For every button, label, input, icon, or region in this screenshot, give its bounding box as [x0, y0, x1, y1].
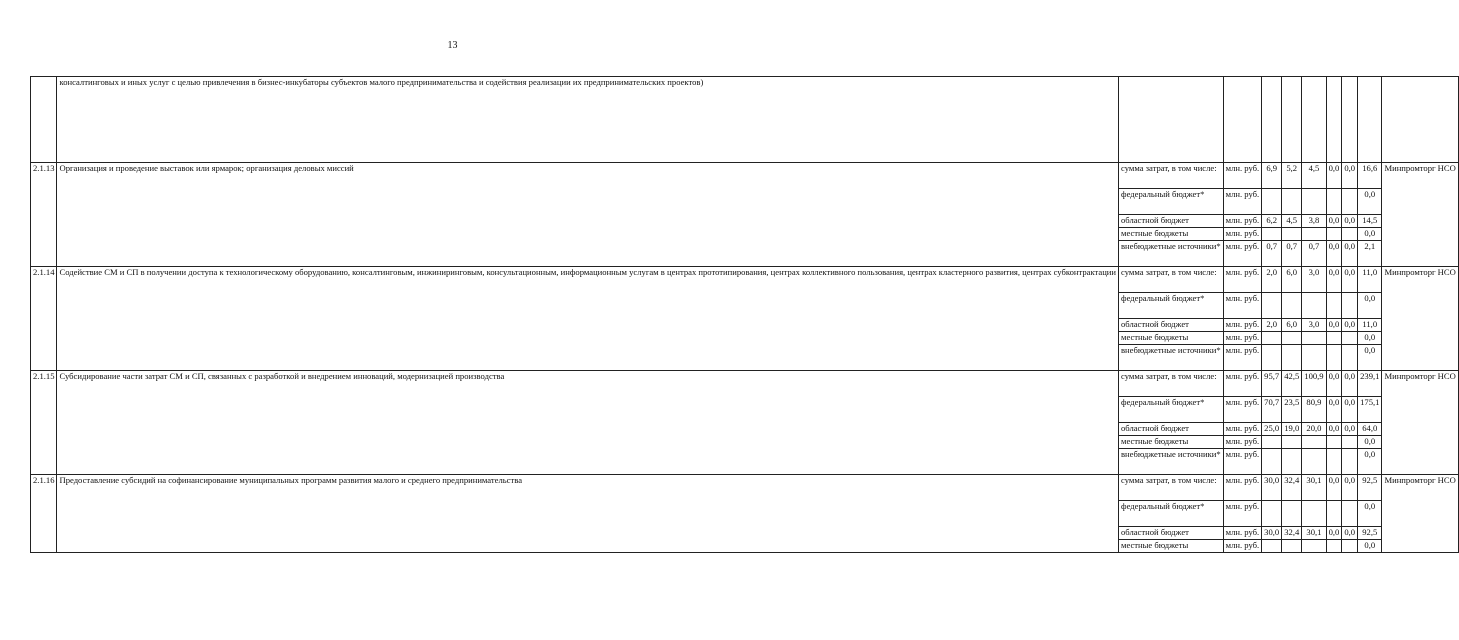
total-cell: 92,5 [1358, 475, 1382, 501]
value-cell: 4,5 [1282, 215, 1302, 228]
value-cell: 0,0 [1342, 215, 1358, 228]
value-cell [1342, 189, 1358, 215]
value-cell: 6,0 [1282, 267, 1302, 293]
funding-source: сумма затрат, в том числе: [1119, 371, 1224, 397]
table-row [31, 371, 1459, 397]
value-cell [1262, 436, 1282, 449]
value-cell: 0,7 [1262, 241, 1282, 267]
value-cell [1262, 501, 1282, 527]
value-cell: 0,0 [1326, 215, 1342, 228]
unit-cell: млн. руб. [1223, 397, 1262, 423]
value-cell [1342, 449, 1358, 475]
total-cell: 0,0 [1358, 332, 1382, 345]
value-cell [1302, 436, 1326, 449]
funding-source: сумма затрат, в том числе: [1119, 267, 1224, 293]
funding-source: сумма затрат, в том числе: [1119, 475, 1224, 501]
unit-cell: млн. руб. [1223, 540, 1262, 553]
value-cell [1326, 540, 1342, 553]
activity-number: 2.1.13 [31, 163, 57, 267]
value-cell [1326, 293, 1342, 319]
value-cell [1302, 189, 1326, 215]
value-cell: 30,1 [1302, 475, 1326, 501]
funding-source: местные бюджеты [1119, 436, 1224, 449]
value-cell: 6,2 [1262, 215, 1282, 228]
value-cell [1262, 540, 1282, 553]
value-cell [1282, 540, 1302, 553]
value-cell: 0,0 [1342, 163, 1358, 189]
value-cell: 3,8 [1302, 215, 1326, 228]
value-cell [1282, 228, 1302, 241]
total-cell: 11,0 [1358, 267, 1382, 293]
value-cell: 0,0 [1342, 267, 1358, 293]
total-cell: 14,5 [1358, 215, 1382, 228]
total-cell: 92,5 [1358, 527, 1382, 540]
value-cell: 5,2 [1282, 163, 1302, 189]
unit-cell: млн. руб. [1223, 501, 1262, 527]
activity-number: 2.1.16 [31, 475, 57, 553]
value-cell: 23,5 [1282, 397, 1302, 423]
unit-cell: млн. руб. [1223, 228, 1262, 241]
unit-cell: млн. руб. [1223, 332, 1262, 345]
value-cell [1282, 345, 1302, 371]
funding-source: местные бюджеты [1119, 332, 1224, 345]
funding-source: сумма затрат, в том числе: [1119, 163, 1224, 189]
funding-source: внебюджетные источники* [1119, 345, 1224, 371]
total-cell: 0,0 [1358, 345, 1382, 371]
value-cell: 0,0 [1326, 267, 1342, 293]
value-cell: 0,0 [1326, 319, 1342, 332]
value-cell [1282, 449, 1302, 475]
unit-cell: млн. руб. [1223, 449, 1262, 475]
value-cell [1282, 436, 1302, 449]
total-cell: 0,0 [1358, 501, 1382, 527]
value-cell: 0,0 [1342, 371, 1358, 397]
funding-source: федеральный бюджет* [1119, 397, 1224, 423]
value-cell [1302, 501, 1326, 527]
value-cell [1282, 189, 1302, 215]
value-cell [1342, 293, 1358, 319]
value-cell [1262, 449, 1282, 475]
responsible-executor: Минпромторг НСО [1382, 371, 1458, 475]
value-cell: 25,0 [1262, 423, 1282, 436]
value-cell: 0,7 [1282, 241, 1302, 267]
value-cell: 80,9 [1302, 397, 1326, 423]
total-cell: 2,1 [1358, 241, 1382, 267]
value-cell: 42,5 [1282, 371, 1302, 397]
value-cell: 20,0 [1302, 423, 1326, 436]
value-cell [1302, 228, 1326, 241]
activity-number: 2.1.15 [31, 371, 57, 475]
value-cell [1282, 501, 1302, 527]
table-row [31, 77, 1459, 163]
page-number: 13 [447, 40, 458, 51]
value-cell [1302, 345, 1326, 371]
value-cell: 32,4 [1282, 527, 1302, 540]
value-cell: 0,0 [1342, 527, 1358, 540]
value-cell [1302, 293, 1326, 319]
value-cell: 0,7 [1302, 241, 1326, 267]
unit-cell: млн. руб. [1223, 267, 1262, 293]
total-cell: 0,0 [1358, 540, 1382, 553]
activity-description: Предоставление субсидий на софинансирование муниципальных программ развития малого и среднего предпринимательства [57, 475, 1119, 553]
value-cell: 30,1 [1302, 527, 1326, 540]
total-cell: 64,0 [1358, 423, 1382, 436]
value-cell [1326, 449, 1342, 475]
total-cell: 0,0 [1358, 436, 1382, 449]
funding-source: федеральный бюджет* [1119, 189, 1224, 215]
value-cell: 3,0 [1302, 319, 1326, 332]
total-cell: 0,0 [1358, 449, 1382, 475]
value-cell [1262, 228, 1282, 241]
funding-source: местные бюджеты [1119, 228, 1224, 241]
value-cell: 0,0 [1326, 397, 1342, 423]
total-cell: 11,0 [1358, 319, 1382, 332]
funding-source: внебюджетные источники* [1119, 241, 1224, 267]
unit-cell: млн. руб. [1223, 293, 1262, 319]
value-cell: 0,0 [1326, 241, 1342, 267]
total-cell: 0,0 [1358, 293, 1382, 319]
value-cell: 100,9 [1302, 371, 1326, 397]
value-cell [1302, 449, 1326, 475]
funding-source: областной бюджет [1119, 319, 1224, 332]
value-cell [1262, 189, 1282, 215]
value-cell [1282, 332, 1302, 345]
total-cell: 16,6 [1358, 163, 1382, 189]
value-cell [1342, 332, 1358, 345]
value-cell: 0,0 [1342, 475, 1358, 501]
activity-description: Организация и проведение выставок или ярмарок; организация деловых миссий [57, 163, 1119, 267]
value-cell: 0,0 [1326, 371, 1342, 397]
activity-description: Субсидирование части затрат СМ и СП, связанных с разработкой и внедрением инноваций, модернизацией производства [57, 371, 1119, 475]
unit-cell: млн. руб. [1223, 371, 1262, 397]
value-cell: 4,5 [1302, 163, 1326, 189]
value-cell: 0,0 [1326, 527, 1342, 540]
table-row [31, 163, 1459, 189]
funding-source: областной бюджет [1119, 215, 1224, 228]
value-cell [1302, 540, 1326, 553]
responsible-executor: Минпромторг НСО [1382, 163, 1458, 267]
value-cell: 6,0 [1282, 319, 1302, 332]
unit-cell: млн. руб. [1223, 189, 1262, 215]
unit-cell: млн. руб. [1223, 241, 1262, 267]
unit-cell: млн. руб. [1223, 436, 1262, 449]
total-cell: 0,0 [1358, 189, 1382, 215]
intro-description: консалтинговых и иных услуг с целью привлечения в бизнес-инкубаторы субъектов малого предпринимательства и содействия реализации их предпринимательских проектов) [57, 77, 1119, 163]
unit-cell: млн. руб. [1223, 319, 1262, 332]
value-cell [1326, 189, 1342, 215]
responsible-executor: Минпромторг НСО [1382, 267, 1458, 371]
value-cell [1342, 345, 1358, 371]
funding-source: местные бюджеты [1119, 540, 1224, 553]
unit-cell: млн. руб. [1223, 215, 1262, 228]
value-cell: 6,9 [1262, 163, 1282, 189]
value-cell: 30,0 [1262, 475, 1282, 501]
value-cell: 0,0 [1326, 423, 1342, 436]
total-cell: 239,1 [1358, 371, 1382, 397]
value-cell: 0,0 [1326, 163, 1342, 189]
value-cell: 30,0 [1262, 527, 1282, 540]
value-cell [1282, 293, 1302, 319]
value-cell [1326, 228, 1342, 241]
value-cell: 2,0 [1262, 319, 1282, 332]
value-cell: 0,0 [1342, 423, 1358, 436]
value-cell [1262, 345, 1282, 371]
value-cell: 19,0 [1282, 423, 1302, 436]
value-cell [1326, 501, 1342, 527]
value-cell: 0,0 [1326, 475, 1342, 501]
unit-cell: млн. руб. [1223, 345, 1262, 371]
value-cell [1342, 436, 1358, 449]
budget-table [30, 76, 1459, 553]
total-cell: 0,0 [1358, 228, 1382, 241]
value-cell: 0,0 [1342, 397, 1358, 423]
funding-source: областной бюджет [1119, 423, 1224, 436]
value-cell [1342, 540, 1358, 553]
activity-description: Содействие СМ и СП в получении доступа к технологическому оборудованию, консалтинговым, инжиниринговым, консультационным, информационным услугам в центрах прототипирования, центрах коллективного пользования, центрах кластерного развития, центрах субконтрактации [57, 267, 1119, 371]
value-cell [1302, 332, 1326, 345]
value-cell: 0,0 [1342, 241, 1358, 267]
funding-source: внебюджетные источники* [1119, 449, 1224, 475]
value-cell [1342, 228, 1358, 241]
table-row [31, 267, 1459, 293]
value-cell: 95,7 [1262, 371, 1282, 397]
value-cell [1326, 436, 1342, 449]
value-cell: 3,0 [1302, 267, 1326, 293]
table-row [31, 475, 1459, 501]
activity-number: 2.1.14 [31, 267, 57, 371]
value-cell: 70,7 [1262, 397, 1282, 423]
funding-source: федеральный бюджет* [1119, 501, 1224, 527]
funding-source: областной бюджет [1119, 527, 1224, 540]
value-cell: 32,4 [1282, 475, 1302, 501]
value-cell [1262, 332, 1282, 345]
unit-cell: млн. руб. [1223, 475, 1262, 501]
value-cell [1262, 293, 1282, 319]
unit-cell: млн. руб. [1223, 163, 1262, 189]
value-cell [1326, 345, 1342, 371]
value-cell: 0,0 [1342, 319, 1358, 332]
value-cell: 2,0 [1262, 267, 1282, 293]
funding-source: федеральный бюджет* [1119, 293, 1224, 319]
responsible-executor: Минпромторг НСО [1382, 475, 1458, 553]
unit-cell: млн. руб. [1223, 527, 1262, 540]
value-cell [1326, 332, 1342, 345]
cell-num [31, 77, 57, 163]
total-cell: 175,1 [1358, 397, 1382, 423]
unit-cell: млн. руб. [1223, 423, 1262, 436]
value-cell [1342, 501, 1358, 527]
